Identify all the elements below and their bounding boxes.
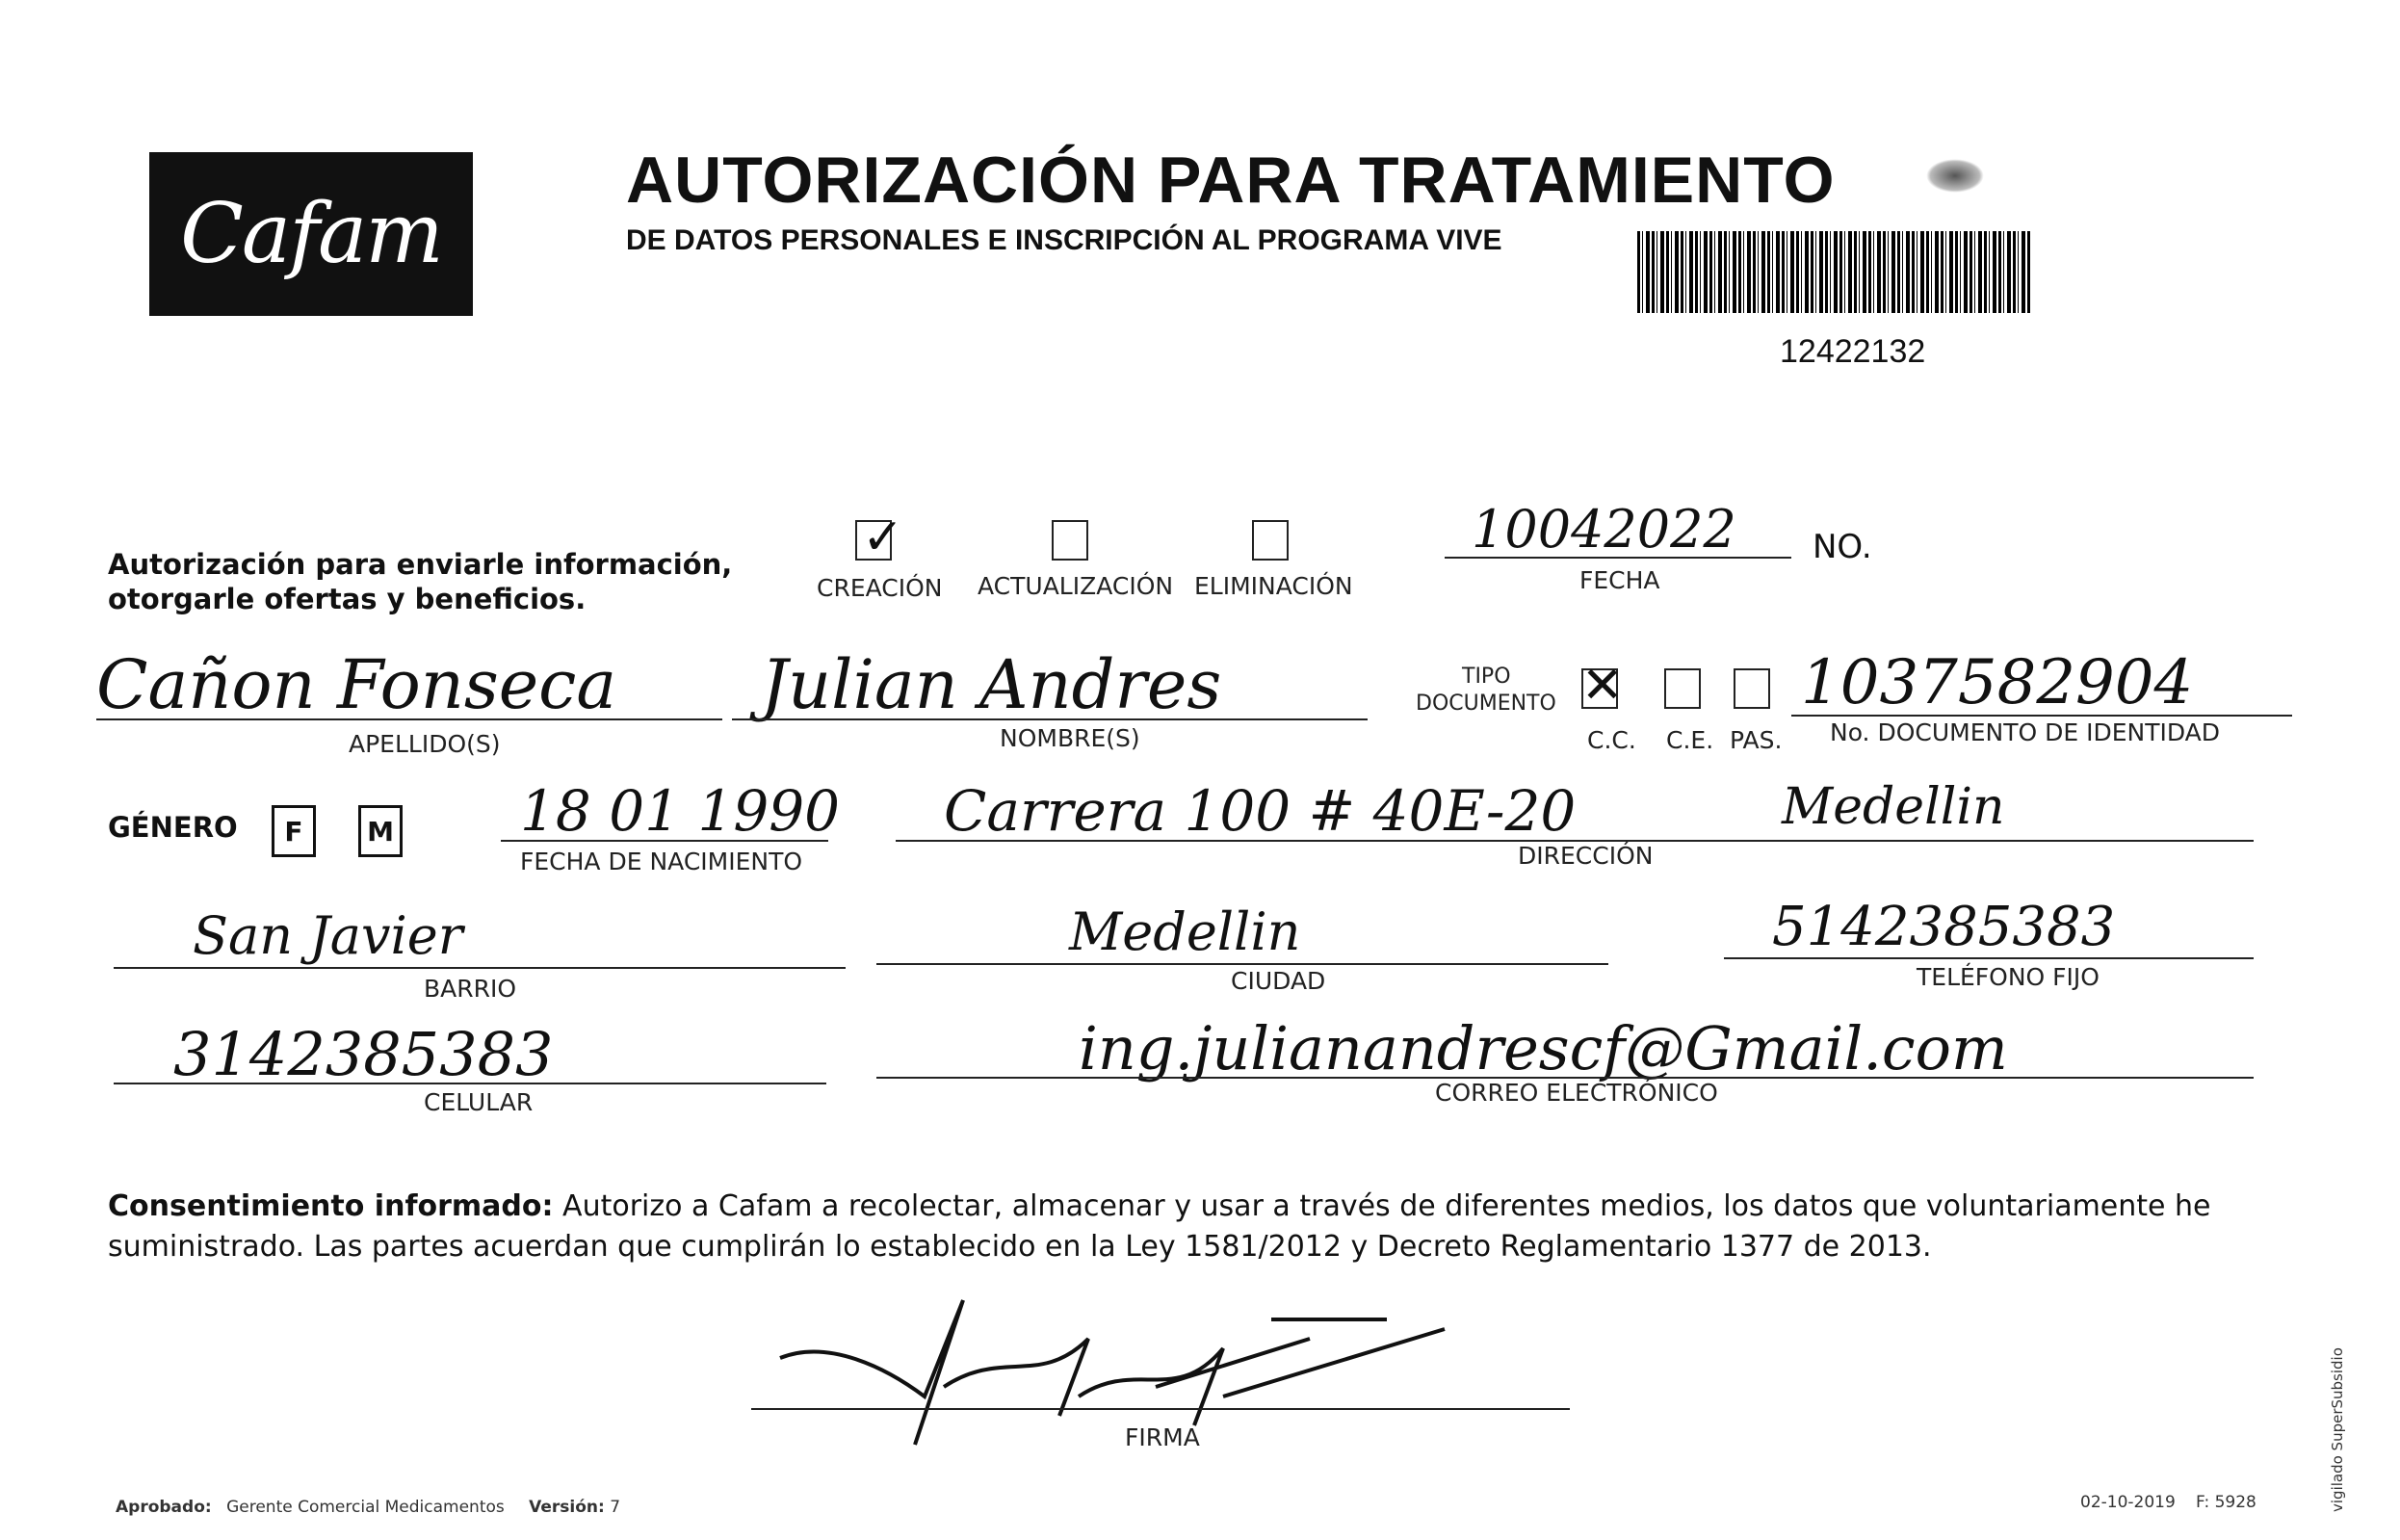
authorization-intro: Autorización para enviarle información, otorgarle ofertas y beneficios. [108,548,733,615]
eliminacion-label: ELIMINACIÓN [1194,572,1353,600]
nacimiento-label: FECHA DE NACIMIENTO [520,848,803,875]
footer-form-code: F: 5928 [2196,1493,2257,1512]
barcode-number: 12422132 [1780,333,1926,370]
apellidos-value: Cañon Fonseca [96,645,617,724]
ciudad-value: Medellin [1069,901,1301,962]
documento-value: 1037582904 [1801,647,2194,718]
barcode [1637,231,2032,313]
signature-scribble [770,1281,1464,1464]
apellidos-underline [96,718,722,720]
pas-label: PAS. [1730,726,1783,754]
genero-label: GÉNERO [108,811,238,844]
nombres-underline [732,718,1368,720]
aprobado-value: Gerente Comercial Medicamentos [226,1498,505,1517]
documento-type-label: DOCUMENTO [1416,692,1556,716]
nombres-value: Julian Andres [761,645,1222,724]
cafam-logo: Cafam [149,152,473,316]
fecha-label: FECHA [1579,566,1660,594]
creacion-check-mark: ✓ [862,509,904,566]
apellidos-label: APELLIDO(S) [349,730,501,758]
barrio-underline [114,967,846,969]
celular-label: CELULAR [424,1088,534,1116]
creacion-label: CREACIÓN [817,574,943,602]
form-title: AUTORIZACIÓN PARA TRATAMIENTO [626,144,1836,217]
barrio-label: BARRIO [424,975,517,1003]
celular-value: 3142385383 [173,1019,554,1089]
side-vertical-text: vigilado SuperSubsidio [2329,1347,2346,1512]
consent-text: Autorizo a Cafam a recolectar, almacenar y usar a través de diferentes medios, los datos que voluntariamente he suministrado. Las partes acuerdan que cumplirán lo establecido en la Ley 1581/2012 y Decreto Reglamentario 1377 de 2013. [108,1189,2211,1264]
ciudad-label: CIUDAD [1231,967,1326,995]
direccion-value: Carrera 100 # 40E-20 [944,778,1577,844]
celular-underline [114,1083,826,1084]
telefono-value: 5142385383 [1772,896,2116,958]
correo-value: ing.julianandrescf@Gmail.com [1079,1013,2008,1083]
cc-x-mark: ✕ [1581,657,1624,715]
signature-label: FIRMA [1125,1423,1200,1451]
ciudad-underline [876,963,1608,965]
ce-checkbox[interactable] [1664,668,1701,709]
actualizacion-label: ACTUALIZACIÓN [978,572,1174,600]
telefono-underline [1724,957,2254,959]
nacimiento-value: 18 01 1990 [520,778,841,844]
telefono-label: TELÉFONO FIJO [1917,963,2100,991]
consent-heading: Consentimiento informado: [108,1189,554,1223]
ce-label: C.E. [1666,726,1714,754]
version-value: 7 [610,1498,621,1517]
signature-underline [751,1408,1570,1410]
footer-date: 02-10-2019 [2080,1493,2176,1512]
direccion-label: DIRECCIÓN [1518,842,1654,870]
footer-approved [116,1498,620,1517]
direccion-city-value: Medellin [1782,778,2005,836]
cc-label: C.C. [1587,726,1636,754]
nombres-label: NOMBRE(S) [1000,724,1140,752]
form-subtitle: DE DATOS PERSONALES E INSCRIPCIÓN AL PROGRAMA VIVE [626,224,1502,256]
consent-paragraph [108,1187,2246,1267]
aprobado-label: Aprobado: [116,1498,212,1517]
genero-m-box[interactable]: M [358,805,403,857]
stamp-mark [1926,159,1984,193]
genero-f-box[interactable]: F [272,805,316,857]
eliminacion-checkbox[interactable] [1252,520,1289,561]
actualizacion-checkbox[interactable] [1052,520,1088,561]
fecha-value: 10042022 [1472,499,1736,560]
fecha-underline [1445,557,1791,559]
version-label: Versión: [529,1498,605,1517]
no-label: NO. [1813,528,1872,566]
correo-label: CORREO ELECTRÓNICO [1435,1079,1718,1107]
tipo-label: TIPO [1462,665,1511,689]
barrio-value: San Javier [193,905,463,966]
documento-underline [1791,715,2292,717]
documento-label: No. DOCUMENTO DE IDENTIDAD [1830,718,2221,746]
pas-checkbox[interactable] [1734,668,1770,709]
nacimiento-underline [501,840,828,842]
